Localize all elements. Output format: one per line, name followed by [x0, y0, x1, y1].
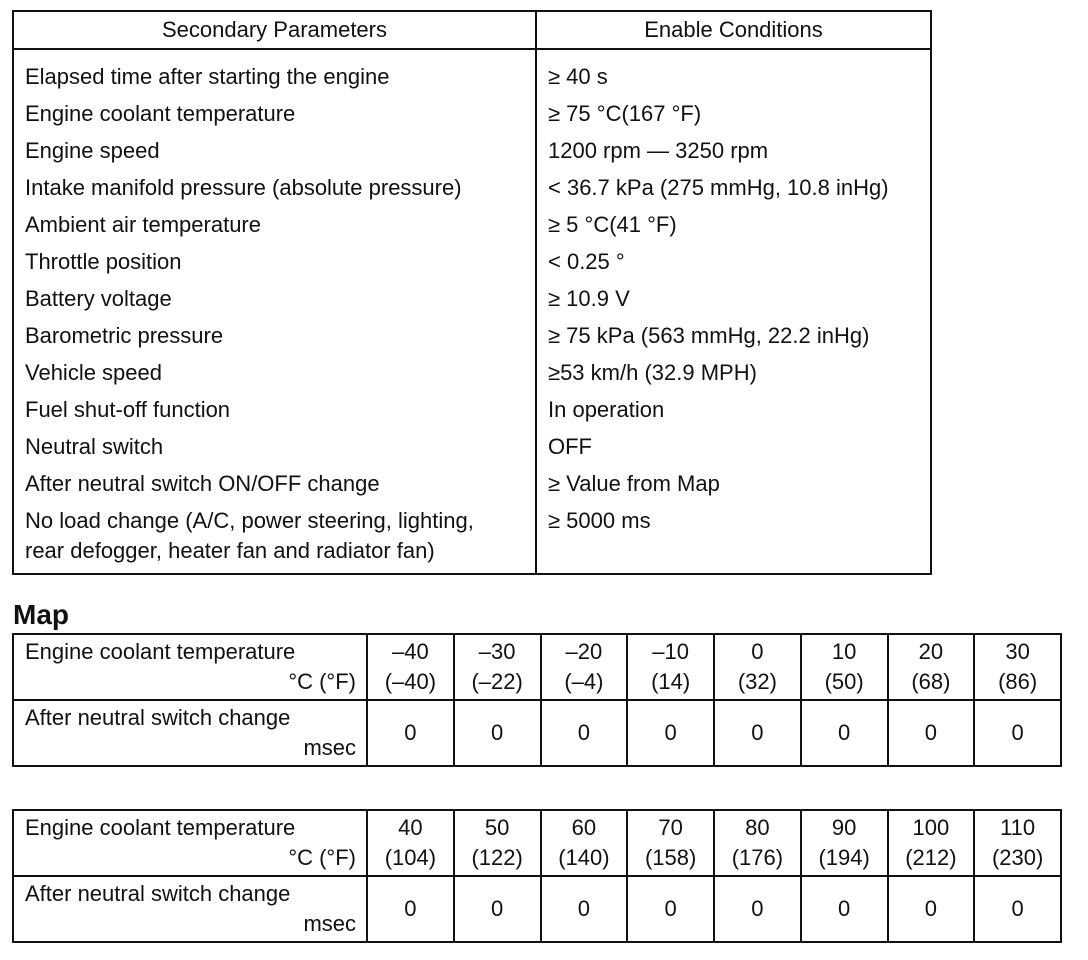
row-label [13, 810, 367, 876]
param-cell: Vehicle speed [13, 355, 536, 392]
table-row [13, 170, 931, 207]
table-row [13, 466, 931, 503]
value-cell: 0 [454, 876, 541, 942]
param-cell: Throttle position [13, 244, 536, 281]
value-cell: 0 [541, 876, 628, 942]
row-label-unit: msec [303, 735, 356, 760]
temp-c: 0 [751, 639, 764, 664]
value-cell: 0 [888, 700, 975, 766]
temp-f: (194) [818, 845, 870, 870]
temp-cell [714, 634, 801, 700]
table-row [13, 244, 931, 281]
condition-cell: ≥ 40 s [536, 49, 931, 96]
condition-cell: < 0.25 ° [536, 244, 931, 281]
temp-c: 80 [745, 815, 770, 840]
temp-c: 60 [571, 815, 597, 840]
temp-cell [801, 634, 888, 700]
temp-c: –30 [478, 639, 516, 664]
value-cell: 0 [454, 700, 541, 766]
table-row [13, 503, 931, 574]
row-label [13, 876, 367, 942]
value-cell: 0 [627, 700, 714, 766]
value-cell: 0 [974, 876, 1061, 942]
temp-c: 100 [912, 815, 950, 840]
temp-cell [367, 634, 454, 700]
temp-f: (230) [991, 845, 1044, 870]
temp-c: 70 [658, 815, 683, 840]
value-cell: 0 [801, 700, 888, 766]
table-row [13, 392, 931, 429]
value-cell: 0 [367, 700, 454, 766]
condition-cell: ≥53 km/h (32.9 MPH) [536, 355, 931, 392]
param-cell: Battery voltage [13, 281, 536, 318]
param-cell: Fuel shut-off function [13, 392, 536, 429]
map-temperature-row [13, 810, 1061, 876]
temp-cell [367, 810, 454, 876]
map-value-row [13, 876, 1061, 942]
temp-cell [888, 634, 975, 700]
value-cell: 0 [541, 700, 628, 766]
temp-cell [627, 634, 714, 700]
row-label [13, 634, 367, 700]
row-label-text: After neutral switch change [25, 705, 291, 730]
row-label-unit: °C (°F) [288, 845, 356, 870]
temp-f: (212) [905, 845, 957, 870]
row-label-unit: °C (°F) [288, 669, 356, 694]
row-label-text: Engine coolant temperature [25, 639, 296, 664]
temp-c: 40 [398, 815, 423, 840]
table-row [13, 96, 931, 133]
temp-f: (176) [731, 845, 784, 870]
condition-cell: < 36.7 kPa (275 mmHg, 10.8 inHg) [536, 170, 931, 207]
temp-c: –40 [392, 639, 429, 664]
table-row [13, 281, 931, 318]
condition-cell: 1200 rpm — 3250 rpm [536, 133, 931, 170]
temp-f: (–22) [471, 669, 523, 694]
temp-c: 50 [484, 815, 510, 840]
condition-cell: ≥ 5000 ms [536, 503, 931, 574]
temp-c: 10 [831, 639, 857, 664]
temp-f: (32) [737, 669, 777, 694]
param-cell: Ambient air temperature [13, 207, 536, 244]
temp-f: (50) [824, 669, 864, 694]
table-header-row [13, 11, 931, 49]
row-label [13, 700, 367, 766]
temp-f: (158) [644, 845, 697, 870]
map-table [12, 809, 1062, 943]
temp-f: (–4) [564, 669, 604, 694]
row-label-text: Engine coolant temperature [25, 815, 296, 840]
temp-f: (14) [651, 669, 691, 694]
temp-cell [454, 810, 541, 876]
param-cell [13, 503, 536, 574]
param-cell: Barometric pressure [13, 318, 536, 355]
temp-f: (140) [558, 845, 610, 870]
param-line: rear defogger, heater fan and radiator fan) [25, 538, 435, 563]
param-cell: Engine coolant temperature [13, 96, 536, 133]
map-title: Map [13, 599, 69, 630]
condition-cell: OFF [536, 429, 931, 466]
temp-c: –20 [565, 639, 603, 664]
value-cell: 0 [367, 876, 454, 942]
param-cell: After neutral switch ON/OFF change [13, 466, 536, 503]
param-cell: Elapsed time after starting the engine [13, 49, 536, 96]
temp-c: 90 [831, 815, 857, 840]
temp-cell [541, 810, 628, 876]
condition-cell: ≥ 75 °C(167 °F) [536, 96, 931, 133]
condition-cell: In operation [536, 392, 931, 429]
value-cell: 0 [714, 876, 801, 942]
map-table [12, 633, 1062, 767]
param-cell: Intake manifold pressure (absolute pressure) [13, 170, 536, 207]
param-cell: Neutral switch [13, 429, 536, 466]
temp-f: (86) [998, 669, 1038, 694]
value-cell: 0 [627, 876, 714, 942]
temp-cell [888, 810, 975, 876]
temp-f: (122) [471, 845, 523, 870]
value-cell: 0 [801, 876, 888, 942]
temp-f: (68) [911, 669, 951, 694]
condition-cell: ≥ 5 °C(41 °F) [536, 207, 931, 244]
row-label-text: After neutral switch change [25, 881, 291, 906]
table-row [13, 355, 931, 392]
temp-cell [541, 634, 628, 700]
secondary-parameters-table [12, 10, 932, 575]
temp-cell [974, 810, 1061, 876]
condition-cell: ≥ Value from Map [536, 466, 931, 503]
table-row [13, 429, 931, 466]
table-row [13, 133, 931, 170]
temp-f: (–40) [384, 669, 437, 694]
temp-c: 30 [1005, 639, 1030, 664]
temp-cell [801, 810, 888, 876]
table-row [13, 49, 931, 96]
table-row [13, 207, 931, 244]
temp-cell [974, 634, 1061, 700]
temp-cell [627, 810, 714, 876]
condition-cell: ≥ 10.9 V [536, 281, 931, 318]
temp-c: 110 [1000, 815, 1036, 840]
param-cell: Engine speed [13, 133, 536, 170]
temp-cell [454, 634, 541, 700]
temp-c: 20 [918, 639, 944, 664]
map-value-row [13, 700, 1061, 766]
temp-cell [714, 810, 801, 876]
condition-cell: ≥ 75 kPa (563 mmHg, 22.2 inHg) [536, 318, 931, 355]
value-cell: 0 [714, 700, 801, 766]
row-label-unit: msec [303, 911, 356, 936]
header-enable-conditions: Enable Conditions [536, 11, 931, 49]
value-cell: 0 [974, 700, 1061, 766]
value-cell: 0 [888, 876, 975, 942]
table-row [13, 318, 931, 355]
temp-f: (104) [384, 845, 437, 870]
header-secondary-parameters: Secondary Parameters [13, 11, 536, 49]
param-line: No load change (A/C, power steering, lighting, [25, 508, 474, 533]
temp-c: –10 [652, 639, 689, 664]
map-temperature-row [13, 634, 1061, 700]
